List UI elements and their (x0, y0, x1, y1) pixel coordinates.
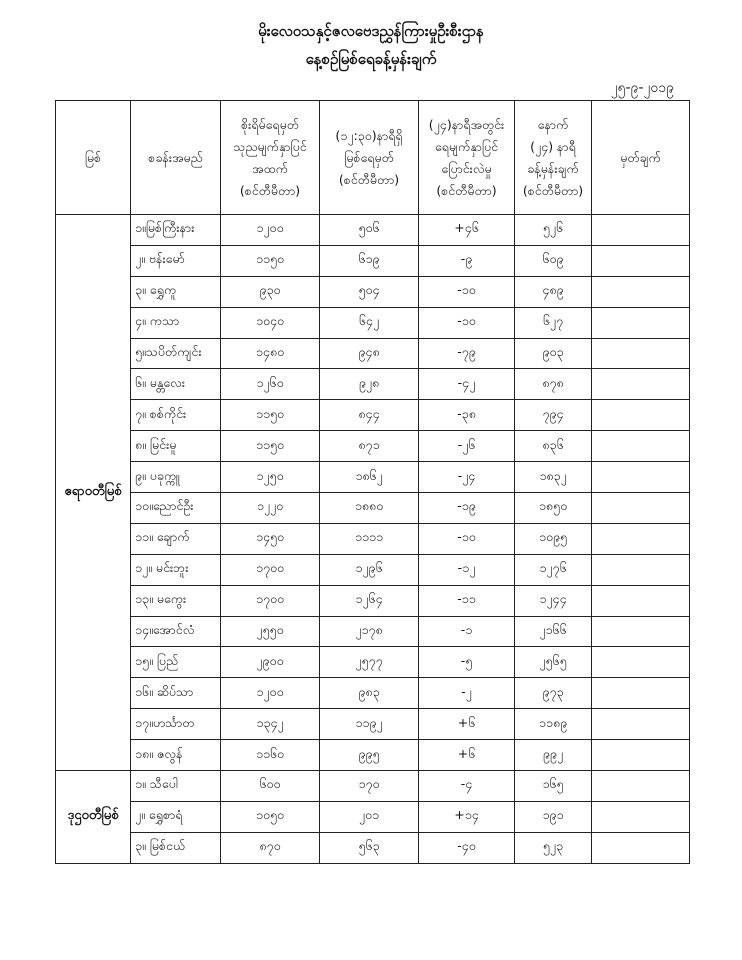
station-name: ၇။ စစ်ကိုင်း (131, 400, 221, 431)
station-name: ၄။ ကသာ (131, 307, 221, 338)
change-cell: -၄၀ (419, 832, 515, 863)
change-cell: -၄ (419, 771, 515, 802)
forecast-cell: ၅၂၆ (515, 215, 592, 246)
table-row (56, 462, 690, 493)
station-name: ၁၇။ဟင်္သာတ (131, 709, 221, 740)
remark-cell (592, 276, 690, 307)
current-level-cell: ၆၁၉ (320, 245, 419, 276)
remark-cell (592, 585, 690, 616)
remark-cell (592, 215, 690, 246)
danger-level-cell: ၁၂၅၀ (221, 462, 320, 493)
remark-cell (592, 369, 690, 400)
current-level-cell: ၂၀၁ (320, 801, 419, 832)
table-row (56, 740, 690, 771)
current-level-cell: ၉၄၈ (320, 338, 419, 369)
station-name: ၁၂။ မင်းဘူး (131, 554, 221, 585)
danger-level-cell: ၁၀၅၀ (221, 801, 320, 832)
table-row (56, 338, 690, 369)
forecast-cell: ၉၀၃ (515, 338, 592, 369)
current-level-cell: ၁၈၆၂ (320, 462, 419, 493)
forecast-cell: ၁၉၁ (515, 801, 592, 832)
change-cell: -၁၂ (419, 554, 515, 585)
danger-level-cell: ၁၇၀၀ (221, 554, 320, 585)
danger-level-cell: ၁၂၀၀ (221, 678, 320, 709)
forecast-cell: ၆၂၇ (515, 307, 592, 338)
current-level-cell: ၅၀၄ (320, 276, 419, 307)
station-name: ၁၄။အောင်လံ (131, 616, 221, 647)
remark-cell (592, 462, 690, 493)
remark-cell (592, 493, 690, 524)
change-cell: -၂၄ (419, 462, 515, 493)
station-name: ၂။ ဗန်းမော် (131, 245, 221, 276)
current-level-cell: ၁၁၁၁ (320, 523, 419, 554)
river-name: ဒုဌဝတီမြစ် (56, 771, 131, 864)
change-cell: -၂ (419, 678, 515, 709)
forecast-cell: ၁၁၈၉ (515, 709, 592, 740)
current-level-cell: ၁၂၆၄ (320, 585, 419, 616)
danger-level-cell: ၂၅၅၀ (221, 616, 320, 647)
remark-cell (592, 616, 690, 647)
table-row (56, 400, 690, 431)
table-row (56, 771, 690, 802)
danger-level-cell: ၁၂၆၀ (221, 369, 320, 400)
remark-cell (592, 338, 690, 369)
forecast-cell: ၇၉၄ (515, 400, 592, 431)
station-name: ၁၅။ ပြည် (131, 647, 221, 678)
change-cell: +၄၆ (419, 215, 515, 246)
station-name: ၁။ သီပေါ (131, 771, 221, 802)
change-cell: +၆ (419, 740, 515, 771)
current-level-cell: ၉၉၅ (320, 740, 419, 771)
danger-level-cell: ၆၀၀ (221, 771, 320, 802)
forecast-cell: ၈၃၆ (515, 431, 592, 462)
danger-level-cell: ၁၃၄၂ (221, 709, 320, 740)
change-cell: -၁၀ (419, 307, 515, 338)
forecast-cell: ၁၂၄၄ (515, 585, 592, 616)
forecast-cell: ၉၇၃ (515, 678, 592, 709)
change-cell: -၇၉ (419, 338, 515, 369)
remark-cell (592, 400, 690, 431)
forecast-cell: ၁၈၅၀ (515, 493, 592, 524)
page-subtitle: နေ့စဉ်မြစ်ရေခန့်မှန်းချက် (305, 50, 437, 68)
current-level-cell: ၁၈၈၀ (320, 493, 419, 524)
header-river: မြစ် (56, 101, 131, 215)
forecast-cell: ၉၉၂ (515, 740, 592, 771)
station-name: ၁၀။ညောင်ဦး (131, 493, 221, 524)
station-name: ၁၆။ ဆိပ်သာ (131, 678, 221, 709)
table-row (56, 245, 690, 276)
table-row (56, 709, 690, 740)
change-cell: -၁၉ (419, 493, 515, 524)
table-row (56, 832, 690, 863)
forecast-cell: ၂၁၆၆ (515, 616, 592, 647)
remark-cell (592, 307, 690, 338)
report-date: ၂၅-၉-၂၀၁၉ (610, 80, 674, 96)
header-danger-level: စိုးရိမ်ရေမှတ် သုညမျက်နှာပြင် အထက် (စင်တီမီတာ) (221, 101, 320, 215)
change-cell: -၁၀ (419, 523, 515, 554)
change-cell: -၉ (419, 245, 515, 276)
table-row (56, 585, 690, 616)
table-row (56, 431, 690, 462)
current-level-cell: ၂၁၇၈ (320, 616, 419, 647)
remark-cell (592, 740, 690, 771)
current-level-cell: ၁၇၀ (320, 771, 419, 802)
forecast-cell: ၁၈၃၂ (515, 462, 592, 493)
current-level-cell: ၈၇၁ (320, 431, 419, 462)
table-row (56, 554, 690, 585)
forecast-cell: ၆၀၉ (515, 245, 592, 276)
change-cell: -၂၆ (419, 431, 515, 462)
current-level-cell: ၈၄၄ (320, 400, 419, 431)
station-name: ၂။ ရွှေစာရံ (131, 801, 221, 832)
current-level-cell: ၉၂၈ (320, 369, 419, 400)
table-row (56, 493, 690, 524)
change-cell: -၄၂ (419, 369, 515, 400)
danger-level-cell: ၁၄၅၀ (221, 523, 320, 554)
table-row (56, 369, 690, 400)
forecast-cell: ၅၂၃ (515, 832, 592, 863)
change-cell: +၁၄ (419, 801, 515, 832)
table-row (56, 276, 690, 307)
remark-cell (592, 554, 690, 585)
table-row (56, 678, 690, 709)
table-row (56, 523, 690, 554)
forecast-cell: ၁၂၇၆ (515, 554, 592, 585)
change-cell: -၁၁ (419, 585, 515, 616)
change-cell: -၅ (419, 647, 515, 678)
station-name: ၃။ ရွှေကူ (131, 276, 221, 307)
station-name: ၁၃။ မကွေး (131, 585, 221, 616)
forecast-cell: ၈၇၈ (515, 369, 592, 400)
station-name: ၅။သပိတ်ကျင်း (131, 338, 221, 369)
danger-level-cell: ၈၇၀ (221, 832, 320, 863)
current-level-cell: ၁၁၉၂ (320, 709, 419, 740)
current-level-cell: ၅၆၃ (320, 832, 419, 863)
remark-cell (592, 801, 690, 832)
forecast-cell: ၂၅၆၅ (515, 647, 592, 678)
station-name: ၁။မြစ်ကြီးနား (131, 215, 221, 246)
station-name: ၆။ မန္တလေး (131, 369, 221, 400)
current-level-cell: ၁၂၉၆ (320, 554, 419, 585)
change-cell: -၁၀ (419, 276, 515, 307)
danger-level-cell: ၂၉၀၀ (221, 647, 320, 678)
danger-level-cell: ၁၂၂၀ (221, 493, 320, 524)
remark-cell (592, 647, 690, 678)
station-name: ၃။ မြစ်ငယ် (131, 832, 221, 863)
forecast-cell: ၁၀၉၅ (515, 523, 592, 554)
table-row (56, 307, 690, 338)
danger-level-cell: ၁၄၈၀ (221, 338, 320, 369)
station-name: ၉။ ပခုက္ကူ (131, 462, 221, 493)
danger-level-cell: ၉၃၀ (221, 276, 320, 307)
header-row (56, 101, 690, 215)
danger-level-cell: ၁၁၅၀ (221, 245, 320, 276)
table-row (56, 647, 690, 678)
remark-cell (592, 431, 690, 462)
current-level-cell: ၆၄၂ (320, 307, 419, 338)
table-row (56, 801, 690, 832)
remark-cell (592, 523, 690, 554)
current-level-cell: ၅၀၆ (320, 215, 419, 246)
station-name: ၁၈။ ဇလွန် (131, 740, 221, 771)
remark-cell (592, 709, 690, 740)
table-row (56, 616, 690, 647)
header-remark: မှတ်ချက် (592, 101, 690, 215)
river-forecast-table (55, 100, 690, 864)
change-cell: -၃၈ (419, 400, 515, 431)
danger-level-cell: ၁၇၀၀ (221, 585, 320, 616)
change-cell: +၆ (419, 709, 515, 740)
current-level-cell: ၉၈၃ (320, 678, 419, 709)
river-name: ဧရာဝတီမြစ် (56, 215, 131, 771)
forecast-cell: ၁၆၅ (515, 771, 592, 802)
danger-level-cell: ၁၁၅၀ (221, 431, 320, 462)
remark-cell (592, 678, 690, 709)
table-row (56, 215, 690, 246)
header-station: စခန်းအမည် (131, 101, 221, 215)
station-name: ၁၁။ ချောက် (131, 523, 221, 554)
danger-level-cell: ၁၁၆၀ (221, 740, 320, 771)
danger-level-cell: ၁၀၄၀ (221, 307, 320, 338)
current-level-cell: ၂၅၇၇ (320, 647, 419, 678)
header-current-level: (၁၂:၃၀)နာရီရှိ မြစ်ရေမှတ် (စင်တီမီတာ) (320, 101, 419, 215)
forecast-cell: ၄၈၉ (515, 276, 592, 307)
remark-cell (592, 245, 690, 276)
remark-cell (592, 832, 690, 863)
page-title: မိုးလေဝသနှင့်ဇလဗေဒညွှန်ကြားမှုဦးစီးဌာန (258, 22, 484, 40)
change-cell: -၁ (419, 616, 515, 647)
header-24h-change: (၂၄)နာရီအတွင်း ရေမျက်နှာပြင် ပြောင်းလဲမှု (စင်တီမီတာ) (419, 101, 515, 215)
danger-level-cell: ၁၂၀၀ (221, 215, 320, 246)
remark-cell (592, 771, 690, 802)
header-forecast: နောက် (၂၄) နာရီ ခန့်မှန်းချက် (စင်တီမီတာ) (515, 101, 592, 215)
station-name: ၈။ မြင်းမူ (131, 431, 221, 462)
danger-level-cell: ၁၁၅၀ (221, 400, 320, 431)
